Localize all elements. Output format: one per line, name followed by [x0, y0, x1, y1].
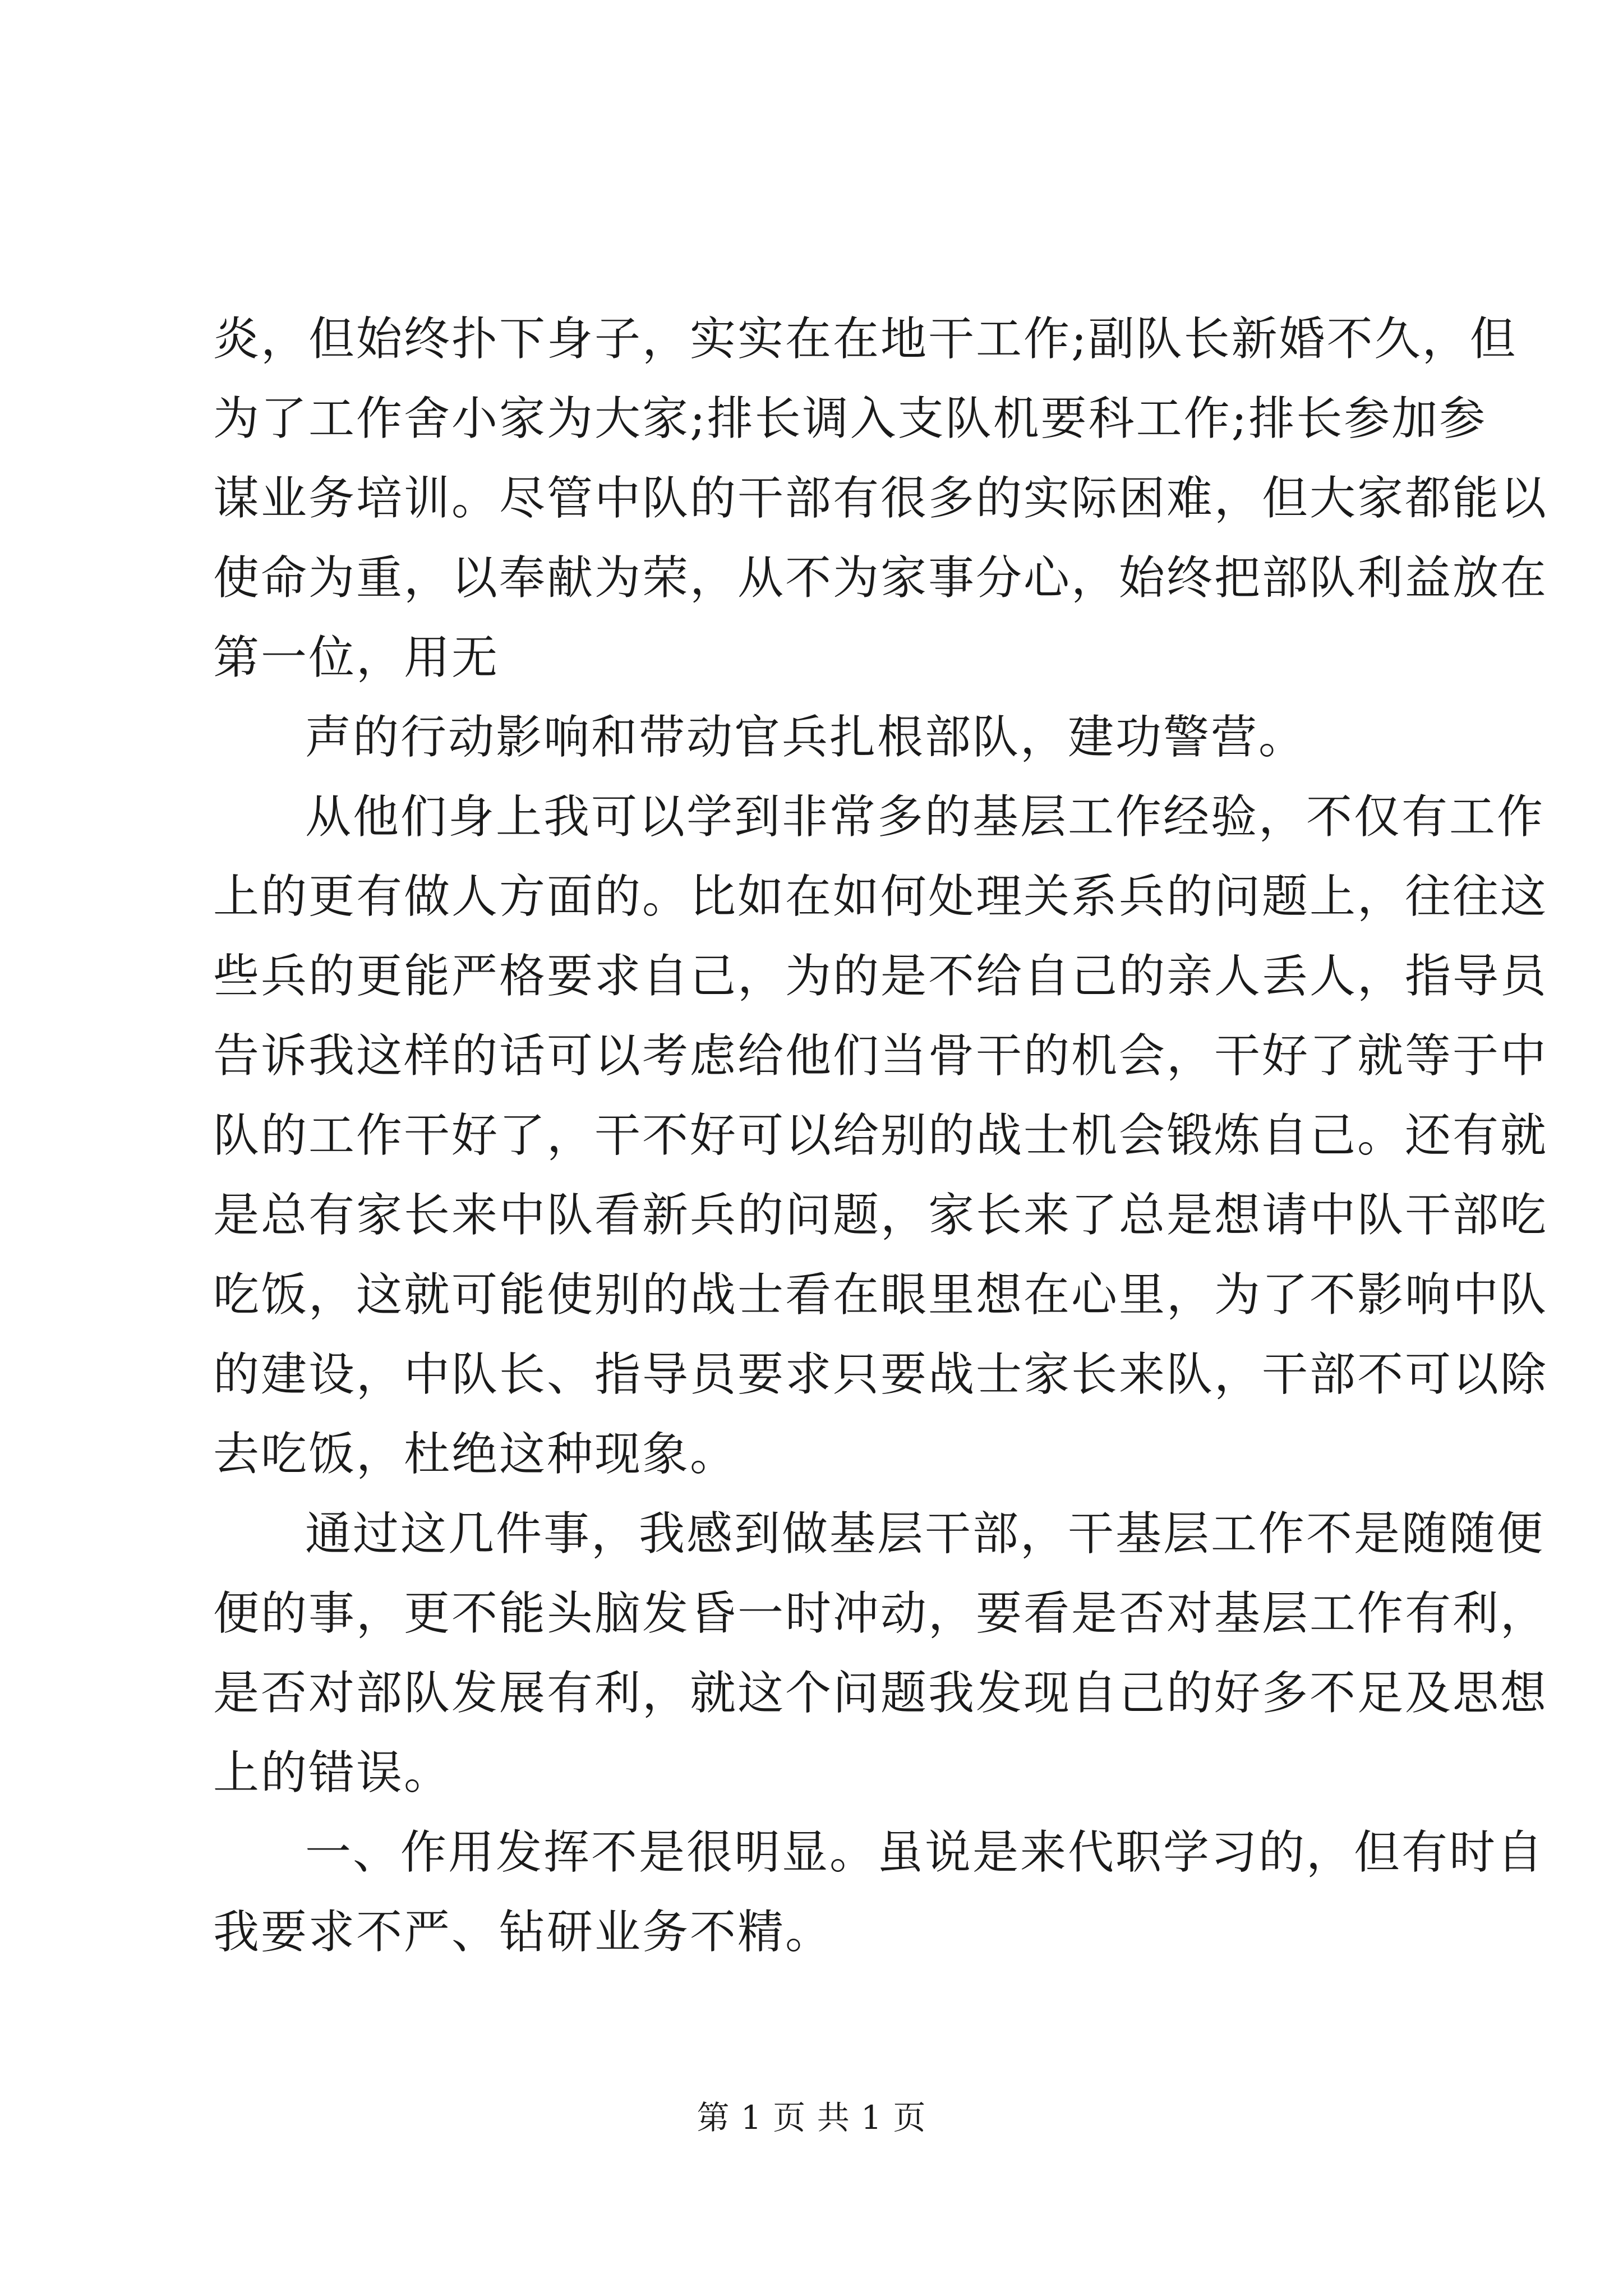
text-line: 是总有家长来中队看新兵的问题，家长来了总是想请中队干部吃 — [213, 1189, 1548, 1242]
text-line: 谋业务培训。尽管中队的干部有很多的实际困难，但大家都能以 — [213, 472, 1548, 525]
text-line: 吃饭，这就可能使别的战士看在眼里想在心里，为了不影响中队 — [213, 1268, 1548, 1322]
text-line: 声的行动影响和带动官兵扎根部队，建功警营。 — [305, 711, 1307, 764]
text-line: 一、作用发挥不是很明显。虽说是来代职学习的，但有时自 — [305, 1826, 1545, 1879]
text-line: 告诉我这样的话可以考虑给他们当骨干的机会，干好了就等于中 — [213, 1029, 1548, 1083]
text-line: 的建设，中队长、指导员要求只要战士家长来队，干部不可以除 — [213, 1348, 1548, 1401]
text-line: 从他们身上我可以学到非常多的基层工作经验，不仅有工作 — [305, 790, 1545, 844]
text-line: 炎，但始终扑下身子，实实在在地干工作;副队长新婚不久，但 — [213, 312, 1518, 366]
text-line: 通过这几件事，我感到做基层干部，干基层工作不是随随便 — [305, 1507, 1545, 1561]
text-line: 我要求不严、钻研业务不精。 — [213, 1906, 833, 1959]
text-line: 上的错误。 — [213, 1746, 452, 1800]
text-line: 使命为重，以奉献为荣，从不为家事分心，始终把部队利益放在 — [213, 551, 1548, 605]
text-line: 为了工作舍小家为大家;排长调入支队机要科工作;排长参加参 — [213, 392, 1487, 445]
text-line: 是否对部队发展有利，就这个问题我发现自己的好多不足及思想 — [213, 1667, 1548, 1720]
text-line: 去吃饭，杜绝这种现象。 — [213, 1428, 738, 1481]
text-line: 第一位，用无 — [213, 631, 500, 684]
page-number-footer: 第 1 页 共 1 页 — [697, 2099, 926, 2137]
text-line: 队的工作干好了，干不好可以给别的战士机会锻炼自己。还有就 — [213, 1109, 1548, 1162]
text-line: 些兵的更能严格要求自己，为的是不给自己的亲人丢人，指导员 — [213, 950, 1548, 1003]
text-line: 上的更有做人方面的。比如在如何处理关系兵的问题上，往往这 — [213, 870, 1548, 923]
text-line: 便的事，更不能头脑发昏一时冲动，要看是否对基层工作有利， — [213, 1587, 1548, 1640]
